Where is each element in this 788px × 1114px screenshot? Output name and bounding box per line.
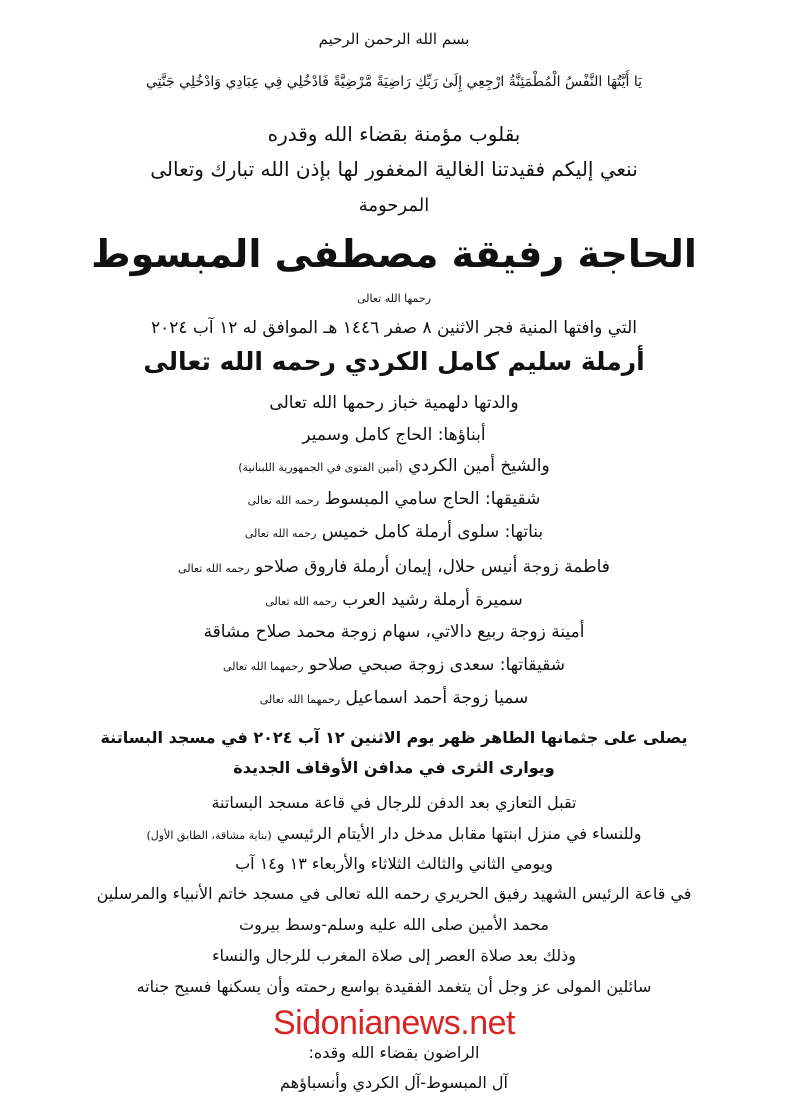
condolence-men-line: تقبل التعازي بعد الدفن للرجال في قاعة مسجد البساتنة [211,793,577,812]
intro-line-1: بقلوب مؤمنة بقضاء الله وقدره [267,122,521,146]
samia-note: رحمهما الله تعالى [259,693,341,706]
sisters-line [20,655,768,675]
samia-line [20,688,768,708]
sisters-text: شقيقاتها: سعدى زوجة صبحي صلاحو [308,655,565,675]
condolence-time-line: وذلك بعد صلاة العصر إلى صلاة المغرب للرجال والنساء [211,946,576,965]
condolence-women-note: (بناية مشاقة، الطابق الأول) [146,829,272,842]
samia-text: سميا زوجة أحمد اسماعيل [345,688,529,708]
deceased-name: الحاجة رفيقة مصطفى المبسوط [91,232,697,276]
fatima-note: رحمه الله تعالى [178,562,250,575]
basmala: بسم الله الرحمن الرحيم [318,30,470,48]
daughters-note: رحمه الله تعالى [244,527,317,540]
daughters-text: بناتها: سلوى أرملة كامل خميس [321,522,544,542]
condolence-women-line [20,824,768,843]
sheikh-note: (أمين الفتوى في الجمهورية اللبنانية) [238,461,403,474]
intro-line-3: المرحومة [358,195,430,216]
fatima-line [20,557,768,577]
fatima-text: فاطمة زوجة أنيس حلال، إيمان أرملة فاروق صلاحو [255,557,610,577]
sons-line: أبناؤها: الحاج كامل وسمير [302,425,486,445]
sheikh-name: والشيخ أمين الكردي [408,456,550,476]
watermark: Sidonianews.net [272,1004,515,1042]
prayer-request-line: سائلين المولى عز وجل أن يتغمد الفقيدة بواسع رحمته وأن يسكنها فسيح جناته [136,977,652,996]
footer-line-1: الراضون بقضاء الله وقده: [308,1043,480,1062]
brother-note: رحمه الله تعالى [247,494,320,507]
condolence-hall-line: في قاعة الرئيس الشهيد رفيق الحريري رحمه الله تعالى في مسجد خاتم الأنبياء والمرسلين [96,884,692,903]
mother-line: والدتها دلهمية خباز رحمها الله تعالى [269,393,519,413]
samira-text: سميرة أرملة رشيد العرب [342,590,523,610]
daughters-line [20,522,768,542]
deceased-blessing: رحمها الله تعالى [356,292,432,305]
condolence-days-line: ويومي الثاني والثالث الثلاثاء والأربعاء ١٣ و١٤ آب [235,854,553,873]
burial-line: ويوارى الثرى في مدافن الأوقاف الجديدة [233,758,555,777]
samira-note: رحمه الله تعالى [265,595,337,608]
brother-name: شقيقها: الحاج سامي المبسوط [324,489,541,509]
amina-line: أمينة زوجة ربيع دالاتي، سهام زوجة محمد صلاح مشاقة [203,622,585,642]
sheikh-line [20,456,768,476]
widow-of-line: أرملة سليم كامل الكردي رحمه الله تعالى [143,347,645,376]
footer-line-2: آل المبسوط-آل الكردي وأنسباؤهم [280,1073,508,1092]
samira-line [20,590,768,610]
condolence-mosque-line: محمد الأمين صلى الله عليه وسلم-وسط بيروت [239,915,549,934]
funeral-prayer-line: يصلى على جثمانها الطاهر ظهر يوم الاثنين ١٢ آب ٢٠٢٤ في مسجد البساتنة [100,728,688,747]
intro-line-2: ننعي إليكم فقيدتنا الغالية المغفور لها بإذن الله تبارك وتعالى [150,157,638,181]
condolence-women-text: وللنساء في منزل ابنتها مقابل مدخل دار الأيتام الرئيسي [276,824,642,843]
sisters-note: رحمهما الله تعالى [223,660,304,673]
brother-line [20,489,768,509]
quran-verse: يَا أَيَّتُهَا النَّفْسُ الْمُطْمَئِنَّةُ ارْجِعِي إِلَىٰ رَبِّكِ رَاضِيَةً مَّرْضِيَّةً فَادْخُلِي فِي عِبَادِي وَادْخُلِي جَنَّتِي [145,74,643,90]
death-date-line: التي وافتها المنية فجر الاثنين ٨ صفر ١٤٤٦ هـ الموافق له ١٢ آب ٢٠٢٤ [150,318,638,338]
